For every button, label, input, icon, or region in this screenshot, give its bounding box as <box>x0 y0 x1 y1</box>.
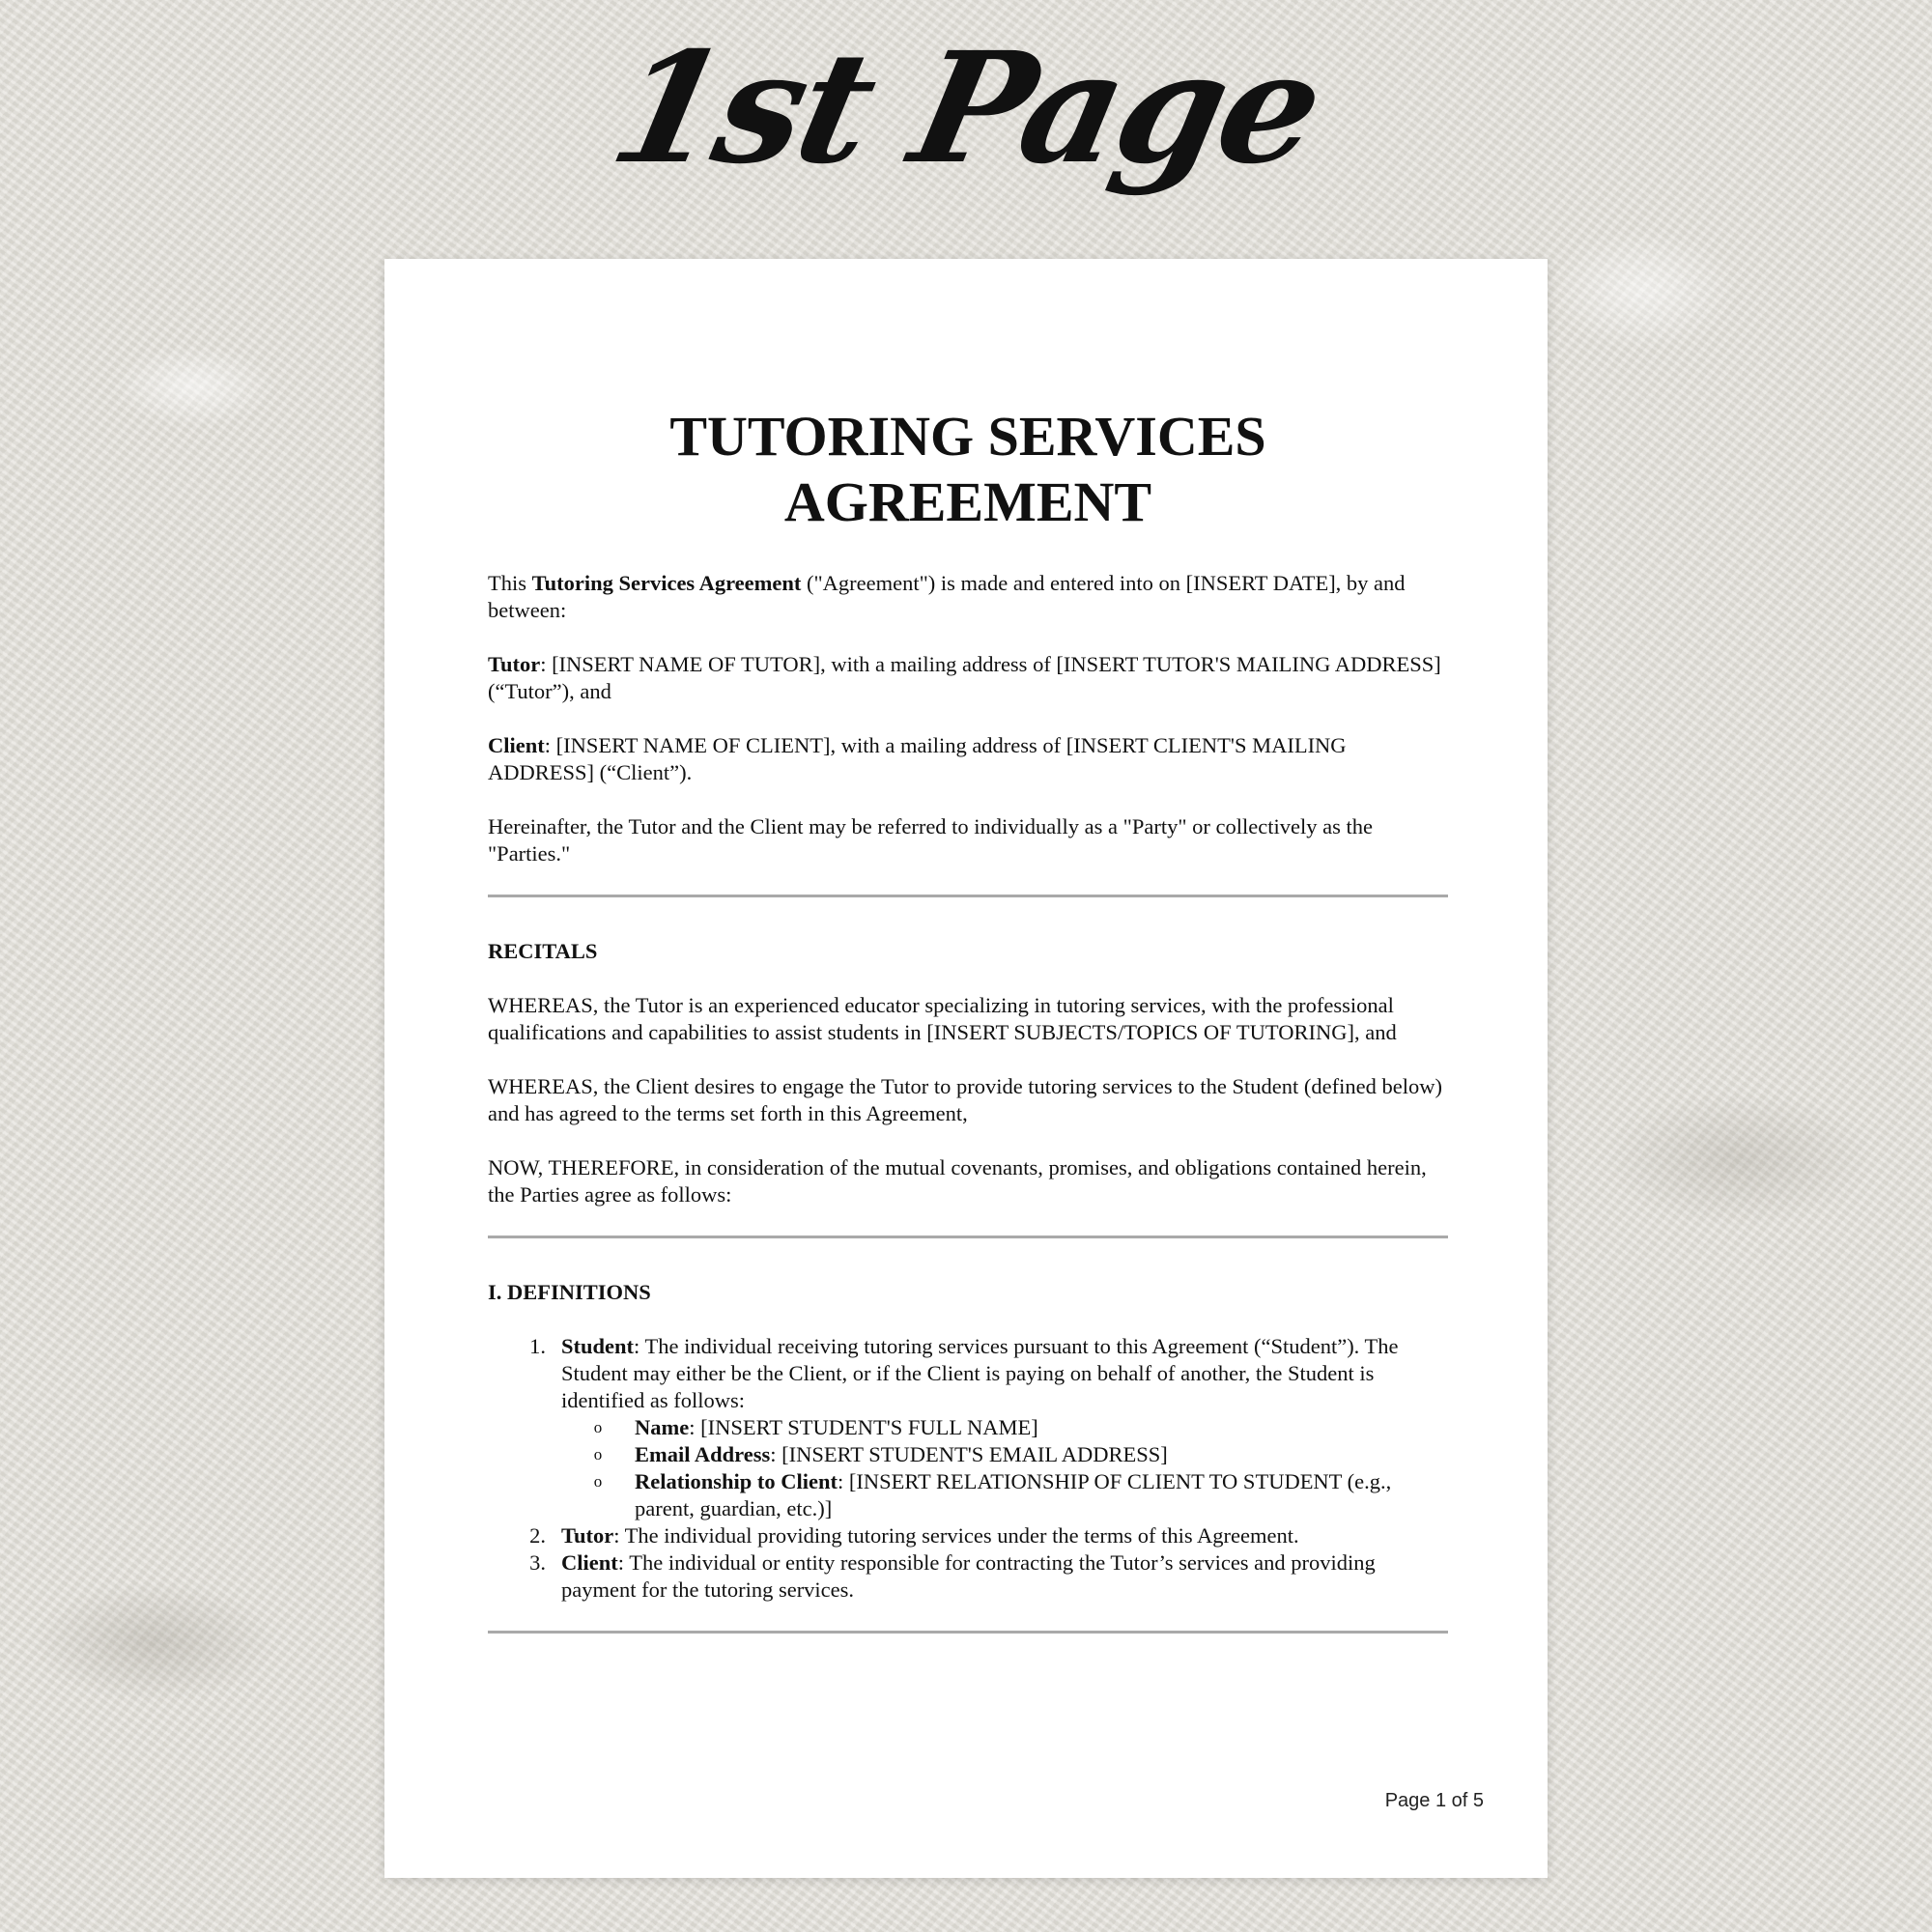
definitions-heading: I. DEFINITIONS <box>488 1280 651 1304</box>
definition-label: Student <box>561 1334 635 1358</box>
list-number: 3. <box>529 1550 546 1575</box>
section-divider <box>488 895 1448 897</box>
now-therefore-paragraph: NOW, THEREFORE, in consideration of the mutual covenants, promises, and obligations contained herein, the Parties agree as follows: <box>488 1155 1427 1207</box>
hereinafter-paragraph: Hereinafter, the Tutor and the Client may be referred to individually as a "Party" or collectively as the "Parties." <box>488 814 1373 866</box>
list-number: 2. <box>529 1523 546 1548</box>
title-line-1: TUTORING SERVICES <box>669 405 1266 468</box>
student-details-list <box>561 1414 1448 1522</box>
recitals-heading: RECITALS <box>488 939 598 963</box>
sub-item-name: o Name: [INSERT STUDENT'S FULL NAME] <box>561 1414 1448 1441</box>
sub-item-relationship: o Relationship to Client: [INSERT RELATIONSHIP OF CLIENT TO STUDENT (e.g., parent, guardian, etc.)] <box>561 1468 1448 1522</box>
agreement-name: Tutoring Services Agreement <box>531 571 802 595</box>
circle-bullet-icon: o <box>593 1418 603 1436</box>
document-title <box>488 404 1448 535</box>
page-number: Page 1 of 5 <box>1384 1790 1484 1811</box>
tutor-paragraph: Tutor: [INSERT NAME OF TUTOR], with a mailing address of [INSERT TUTOR'S MAILING ADDRESS] (“Tutor”), and <box>488 652 1441 703</box>
title-line-2: AGREEMENT <box>783 470 1152 533</box>
sub-item-email: o Email Address: [INSERT STUDENT'S EMAIL ADDRESS] <box>561 1441 1448 1468</box>
circle-bullet-icon: o <box>593 1472 603 1491</box>
intro-paragraph: This Tutoring Services Agreement ("Agreement") is made and entered into on [INSERT DATE], by and between: <box>488 571 1406 622</box>
whereas-paragraph-2: WHEREAS, the Client desires to engage the Tutor to provide tutoring services to the Student (defined below) and has agreed to the terms set forth in this Agreement, <box>488 1074 1442 1125</box>
list-number: 1. <box>529 1334 546 1358</box>
definition-label: Tutor <box>561 1523 614 1548</box>
sub-item-label: Relationship to Client <box>635 1469 838 1493</box>
definition-item-student: 1. Student: The individual receiving tutoring services pursuant to this Agreement (“Student”). The Student may either be the Client, or if the Client is paying on behalf of another, the Student is identified as follows: o Name: [INSERT STUDENT'S FULL NAME] o Email Address: [INSERT STUDENT'S EMAIL ADDRESS] o Relationship to Client: [INSERT RELATIONSHIP OF CLIENT TO STUDENT (e.g., parent, guardian, etc.)] <box>488 1333 1448 1522</box>
document-page <box>384 259 1548 1878</box>
sub-item-label: Name <box>635 1415 690 1439</box>
definition-item-tutor: 2. Tutor: The individual providing tutoring services under the terms of this Agreement. <box>488 1522 1448 1549</box>
sub-item-label: Email Address <box>635 1442 771 1466</box>
page-banner-title: 1st Page <box>597 19 1335 198</box>
whereas-paragraph-1: WHEREAS, the Tutor is an experienced educator specializing in tutoring services, with the professional qualifications and capabilities to assist students in [INSERT SUBJECTS/TOPICS OF TUTORING], and <box>488 993 1397 1044</box>
section-divider <box>488 1236 1448 1238</box>
definition-label: Client <box>561 1550 618 1575</box>
definition-item-client: 3. Client: The individual or entity responsible for contracting the Tutor’s services and providing payment for the tutoring services. <box>488 1549 1448 1604</box>
client-label: Client <box>488 733 545 757</box>
document-content <box>488 404 1448 1674</box>
tutor-label: Tutor <box>488 652 541 676</box>
definitions-list <box>488 1333 1448 1604</box>
client-paragraph: Client: [INSERT NAME OF CLIENT], with a mailing address of [INSERT CLIENT'S MAILING ADDRESS] (“Client”). <box>488 733 1347 784</box>
section-divider <box>488 1631 1448 1634</box>
circle-bullet-icon: o <box>593 1445 603 1463</box>
